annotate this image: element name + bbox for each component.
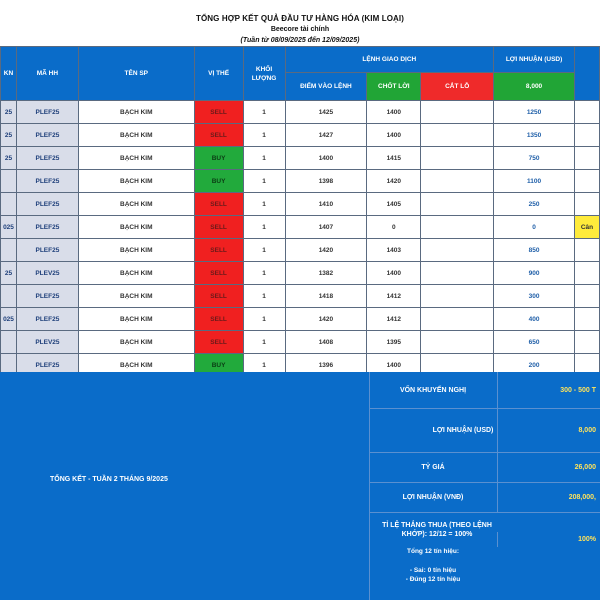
khoi-luong-cell: 1 [243,101,285,124]
note-cell [574,308,599,331]
diem-vao-cell: 1382 [285,262,367,285]
kn-cell: 025 [1,216,17,239]
summary-panel [0,372,600,600]
summary-ty-gia [369,452,600,483]
col-khoi-luong: KHỐI LƯỢNG [243,47,285,101]
col-ma-hh: MÃ HH [16,47,78,101]
chot-loi-cell: 1400 [367,354,421,377]
col-cat-lo: CẮT LỖ [421,73,494,101]
col-extra [574,47,599,101]
von-label: VỐN KHUYẾN NGHỊ [399,386,467,394]
loi-nhuan-cell: 400 [494,308,575,331]
report-header [0,0,600,46]
diem-vao-cell: 1396 [285,354,367,377]
note-cell [574,147,599,170]
chot-loi-cell: 1412 [367,308,421,331]
khoi-luong-cell: 1 [243,239,285,262]
summary-left [0,372,300,600]
table-row [1,216,600,239]
note-cell [574,170,599,193]
ten-sp-cell: BẠCH KIM [78,170,194,193]
diem-vao-cell: 1400 [285,147,367,170]
table-row [1,101,600,124]
kn-cell [1,193,17,216]
ten-sp-cell: BẠCH KIM [78,216,194,239]
vi-the-cell: SELL [194,124,243,147]
khoi-luong-cell: 1 [243,124,285,147]
chot-loi-cell: 1395 [367,331,421,354]
signal-counts [369,547,497,584]
ten-sp-cell: BẠCH KIM [78,308,194,331]
note-cell [574,262,599,285]
ma-hh-cell: PLEF25 [16,147,78,170]
chot-loi-cell: 1400 [367,262,421,285]
diem-vao-cell: 1420 [285,308,367,331]
note-cell: Cân [574,216,599,239]
note-cell [574,285,599,308]
vi-the-cell: SELL [194,262,243,285]
chot-loi-cell: 1400 [367,101,421,124]
kn-cell: 25 [1,101,17,124]
ty-gia-value: 26,000 [497,452,600,482]
vi-the-cell: BUY [194,147,243,170]
sai-count: - Sai: 0 tín hiệu [409,567,457,574]
table-row [1,147,600,170]
loi-nhuan-cell: 850 [494,239,575,262]
cat-lo-cell [421,216,494,239]
col-loi-nhuan: LỢI NHUẬN (USD) [494,47,575,73]
note-cell [574,193,599,216]
col-ten-sp: TÊN SP [78,47,194,101]
table-row [1,308,600,331]
cat-lo-cell [421,262,494,285]
note-cell [574,124,599,147]
table-row [1,124,600,147]
ln-vnd-value: 208,000, [497,482,600,512]
loi-nhuan-cell: 650 [494,331,575,354]
ten-sp-cell: BẠCH KIM [78,101,194,124]
report-subtitle: Beecore tài chính [270,26,330,33]
trade-table [0,46,600,377]
chot-loi-cell: 1400 [367,124,421,147]
loi-nhuan-cell: 200 [494,354,575,377]
vi-the-cell: SELL [194,101,243,124]
col-lenh-giao-dich: LỆNH GIAO DỊCH [285,47,494,73]
ma-hh-cell: PLEF25 [16,285,78,308]
diem-vao-cell: 1420 [285,239,367,262]
ten-sp-cell: BẠCH KIM [78,331,194,354]
col-loi-nhuan-total: 8,000 [494,73,575,101]
table-row [1,193,600,216]
vi-the-cell: BUY [194,170,243,193]
kn-cell: 25 [1,147,17,170]
chot-loi-cell: 1403 [367,239,421,262]
table-row [1,239,600,262]
diem-vao-cell: 1408 [285,331,367,354]
ten-sp-cell: BẠCH KIM [78,285,194,308]
ma-hh-cell: PLEV25 [16,262,78,285]
diem-vao-cell: 1410 [285,193,367,216]
col-chot-loi: CHỐT LỜI [367,73,421,101]
tile-label: TỈ LỆ THẮNG THUA (THEO LỆNH KHỚP): 12/12 = 100% [382,521,492,538]
loi-nhuan-cell: 0 [494,216,575,239]
summary-label: TỔNG KẾT - TUẦN 2 THÁNG 9/2025 [50,476,168,483]
tong-tin-hieu: Tổng 12 tín hiệu: [407,548,459,555]
summary-tile [369,512,600,547]
ma-hh-cell: PLEF25 [16,170,78,193]
col-kn: KN [1,47,17,101]
ma-hh-cell: PLEF25 [16,216,78,239]
cat-lo-cell [421,285,494,308]
khoi-luong-cell: 1 [243,147,285,170]
khoi-luong-cell: 1 [243,216,285,239]
ln-usd-value: 8,000 [497,408,600,452]
chot-loi-cell: 0 [367,216,421,239]
chot-loi-cell: 1415 [367,147,421,170]
ma-hh-cell: PLEF25 [16,101,78,124]
loi-nhuan-cell: 1250 [494,101,575,124]
cat-lo-cell [421,101,494,124]
khoi-luong-cell: 1 [243,354,285,377]
diem-vao-cell: 1407 [285,216,367,239]
chot-loi-cell: 1405 [367,193,421,216]
table-row [1,285,600,308]
kn-cell: 25 [1,262,17,285]
ten-sp-cell: BẠCH KIM [78,124,194,147]
col-diem-vao-lenh: ĐIỂM VÀO LỆNH [285,73,367,101]
cat-lo-cell [421,239,494,262]
chot-loi-cell: 1420 [367,170,421,193]
cat-lo-cell [421,331,494,354]
loi-nhuan-cell: 1100 [494,170,575,193]
ten-sp-cell: BẠCH KIM [78,147,194,170]
ln-usd-label: LỢI NHUẬN (USD) [432,426,494,434]
cat-lo-cell [421,147,494,170]
khoi-luong-cell: 1 [243,262,285,285]
cat-lo-cell [421,124,494,147]
diem-vao-cell: 1425 [285,101,367,124]
summary-von [369,372,600,409]
vi-the-cell: BUY [194,354,243,377]
note-cell [574,101,599,124]
vi-the-cell: SELL [194,331,243,354]
note-cell [574,239,599,262]
vi-the-cell: SELL [194,285,243,308]
ten-sp-cell: BẠCH KIM [78,239,194,262]
note-cell [574,331,599,354]
khoi-luong-cell: 1 [243,331,285,354]
loi-nhuan-cell: 250 [494,193,575,216]
report-period: (Tuần từ 08/09/2025 đến 12/09/2025) [240,37,360,44]
diem-vao-cell: 1398 [285,170,367,193]
ma-hh-cell: PLEF25 [16,239,78,262]
ma-hh-cell: PLEF25 [16,354,78,377]
khoi-luong-cell: 1 [243,193,285,216]
kn-cell [1,239,17,262]
loi-nhuan-cell: 1350 [494,124,575,147]
ma-hh-cell: PLEF25 [16,193,78,216]
ln-vnd-label: LỢI NHUẬN (VNĐ) [402,493,464,501]
cat-lo-cell [421,170,494,193]
chot-loi-cell: 1412 [367,285,421,308]
ty-gia-label: TỶ GIÁ [421,463,445,471]
tile-value: 100% [497,532,600,547]
ma-hh-cell: PLEF25 [16,308,78,331]
ma-hh-cell: PLEV25 [16,331,78,354]
von-value: 300 - 500 T [497,372,600,408]
kn-cell [1,285,17,308]
ten-sp-cell: BẠCH KIM [78,354,194,377]
khoi-luong-cell: 1 [243,285,285,308]
loi-nhuan-cell: 750 [494,147,575,170]
vi-the-cell: SELL [194,308,243,331]
table-row [1,331,600,354]
cat-lo-cell [421,193,494,216]
ma-hh-cell: PLEF25 [16,124,78,147]
kn-cell [1,331,17,354]
summary-ln-vnd [369,482,600,513]
report-title: TỔNG HỢP KẾT QUẢ ĐẦU TƯ HÀNG HÓA (KIM LOẠI) [196,14,404,23]
col-vi-the: VỊ THẾ [194,47,243,101]
vi-the-cell: SELL [194,239,243,262]
ten-sp-cell: BẠCH KIM [78,262,194,285]
diem-vao-cell: 1427 [285,124,367,147]
kn-cell [1,170,17,193]
cat-lo-cell [421,308,494,331]
loi-nhuan-cell: 300 [494,285,575,308]
loi-nhuan-cell: 900 [494,262,575,285]
ten-sp-cell: BẠCH KIM [78,193,194,216]
kn-cell: 025 [1,308,17,331]
khoi-luong-cell: 1 [243,170,285,193]
vi-the-cell: SELL [194,216,243,239]
table-row [1,262,600,285]
khoi-luong-cell: 1 [243,308,285,331]
table-row [1,170,600,193]
vi-the-cell: SELL [194,193,243,216]
dung-count: - Đúng 12 tín hiệu [405,576,461,583]
kn-cell: 25 [1,124,17,147]
diem-vao-cell: 1418 [285,285,367,308]
summary-ln-usd [369,408,600,453]
